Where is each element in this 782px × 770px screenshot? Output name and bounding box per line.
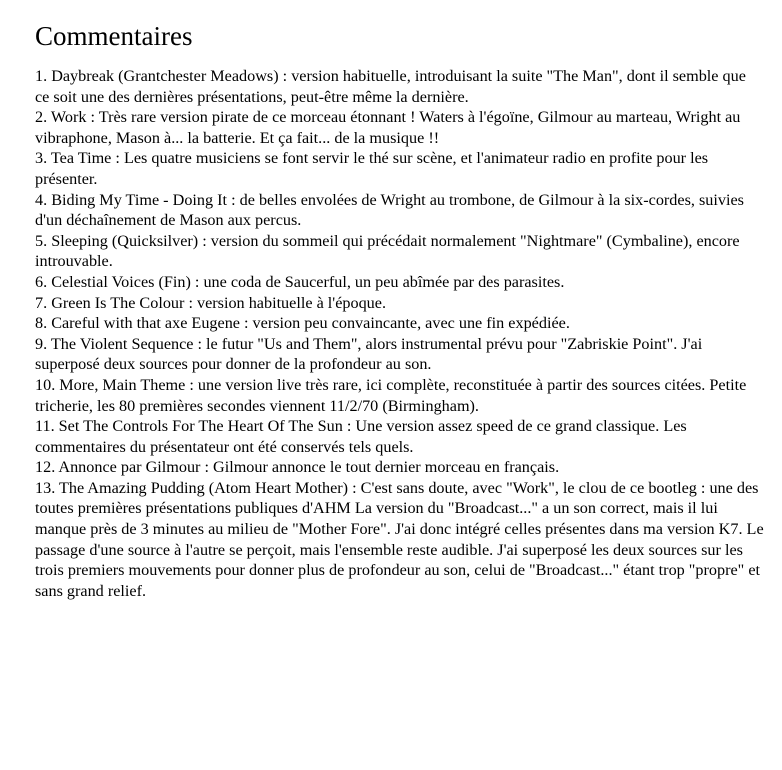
commentary-entry: 9. The Violent Sequence : le futur "Us and Them", alors instrumental prévu pour "Zabriskie Point". J'ai superposé deux sources pour donner de la profondeur au son. bbox=[35, 334, 703, 374]
page-title: Commentaires bbox=[35, 21, 193, 51]
commentary-entry: 4. Biding My Time - Doing It : de belles envolées de Wright au trombone, de Gilmour à la six-cordes, suivies d'un déchaînement de Mason aux percus. bbox=[35, 190, 744, 230]
commentary-entry: 3. Tea Time : Les quatre musiciens se font servir le thé sur scène, et l'animateur radio en profite pour les présenter. bbox=[35, 149, 709, 188]
commentary-entry: 13. The Amazing Pudding (Atom Heart Mother) : C'est sans doute, avec "Work", le clou de ce bootleg : une des toutes premières présentations publiques d'AHM La version du "Broadcast..." a un son correct, mais il lui manque près de 3 minutes au milieu de "Mother Fore". J'ai donc intégré celles présentes dans ma version K7. Le passage d'une source à l'autre se perçoit, mais l'ensemble reste audible. J'ai superposé les deux sources sur les trois premiers mouvements pour donner plus de profondeur au son, celui de "Broadcast..." étant trop "propre" et sans grand relief. bbox=[35, 478, 764, 600]
commentary-entry: 12. Annonce par Gilmour : Gilmour annonce le tout dernier morceau en français. bbox=[35, 458, 560, 477]
commentary-entry: 10. More, Main Theme : une version live très rare, ici complète, reconstituée à partir des sources citées. Petite tricherie, les 80 premières secondes viennent 11/2/70 (Birmingham). bbox=[35, 375, 747, 415]
commentary-entry: 8. Careful with that axe Eugene : version peu convaincante, avec une fin expédiée. bbox=[35, 314, 570, 333]
commentary-entry: 7. Green Is The Colour : version habituelle à l'époque. bbox=[35, 293, 387, 312]
commentary-entry: 11. Set The Controls For The Heart Of The Sun : Une version assez speed de ce grand classique. Les commentaires du présentateur ont été conservés tels quels. bbox=[35, 417, 687, 456]
commentary-entry: 1. Daybreak (Grantchester Meadows) : version habituelle, introduisant la suite "The Man", dont il semble que ce soit une des dernières présentations, peut-être même la dernière. bbox=[35, 67, 746, 106]
commentary-list bbox=[35, 66, 764, 601]
commentary-entry: 6. Celestial Voices (Fin) : une coda de Saucerful, un peu abîmée par des parasites. bbox=[35, 272, 565, 291]
commentary-entry: 2. Work : Très rare version pirate de ce morceau étonnant ! Waters à l'égoïne, Gilmour au marteau, Wright au vibraphone, Mason à... la batterie. Et ça fait... de la musique !! bbox=[35, 108, 741, 147]
commentary-entry: 5. Sleeping (Quicksilver) : version du sommeil qui précédait normalement "Nightmare" (Cymbaline), encore introuvable. bbox=[35, 231, 740, 271]
